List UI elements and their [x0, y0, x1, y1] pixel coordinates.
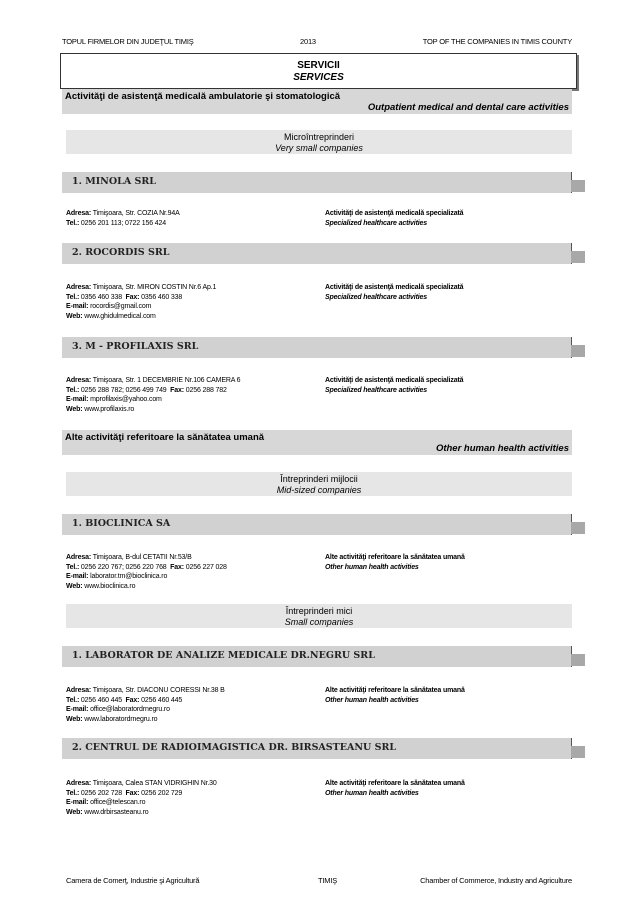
- address-line: Adresa: Timişoara, Str. DIACONU CORESSI Nr.38 B: [66, 687, 225, 694]
- company-name-bar: [62, 337, 572, 358]
- address-line: Adresa: Timişoara, Str. COZIA Nr.94A: [66, 210, 180, 217]
- company-name: 3. M - PROFILAXIS SRL: [72, 341, 199, 352]
- bar-shadow: [571, 654, 585, 666]
- phone-line: Tel.: 0256 288 782; 0256 499 749 Fax: 0256 288 782: [66, 386, 227, 394]
- company-activity: [325, 283, 575, 302]
- web-link[interactable]: www.ghidulmedical.com: [84, 312, 156, 320]
- email-link[interactable]: office@telescan.ro: [90, 799, 146, 807]
- company-size-bar: [66, 130, 572, 154]
- company-name: 2. ROCORDIS SRL: [72, 247, 170, 258]
- phone-line: Tel.: 0256 202 728 Fax: 0256 202 729: [66, 789, 183, 797]
- activity-en: Specialized healthcare activities: [325, 386, 428, 394]
- phone-line: Tel.: 0356 460 338 Fax: 0356 460 338: [66, 293, 183, 301]
- company-name: 1. MINOLA SRL: [72, 176, 156, 187]
- email-line: E-mail: office@telescan.ro: [66, 799, 146, 807]
- header-left: TOPUL FIRMELOR DIN JUDEŢUL TIMIŞ: [62, 37, 194, 46]
- web-line: Web: www.ghidulmedical.com: [66, 312, 156, 320]
- section-title-box: [60, 53, 577, 89]
- size-title-ro: Microîntreprinderi: [283, 132, 355, 142]
- size-title-ro: Întreprinderi mici: [285, 606, 353, 616]
- company-contact: [66, 553, 306, 591]
- web-line: Web: www.bioclinica.ro: [66, 582, 136, 590]
- email-link[interactable]: laborator.tm@bioclinica.ro: [90, 573, 168, 581]
- company-contact: [66, 686, 306, 724]
- size-title-ro: Întreprinderi mijlocii: [280, 474, 358, 484]
- footer-right: Chamber of Commerce, Industry and Agriculture: [420, 876, 572, 885]
- size-title-en: Very small companies: [275, 143, 363, 153]
- company-name: 2. CENTRUL DE RADIOIMAGISTICA DR. BIRSASTEANU SRL: [72, 742, 397, 753]
- page-header: [62, 37, 572, 49]
- email-line: E-mail: office@laboratordrnegru.ro: [66, 706, 170, 714]
- company-activity: [325, 376, 575, 395]
- web-link[interactable]: www.bioclinica.ro: [84, 582, 136, 590]
- company-activity: [325, 779, 575, 798]
- phone-line: Tel.: 0256 460 445 Fax: 0256 460 445: [66, 696, 183, 704]
- email-link[interactable]: rocordis@gmail.com: [90, 303, 152, 311]
- activity-ro: Activităţi de asistenţă medicală specializată: [325, 210, 464, 217]
- company-name: 1. BIOCLINICA SA: [72, 518, 171, 529]
- email-link[interactable]: mprofilaxis@yahoo.com: [90, 396, 162, 404]
- activity-en: Other human health activities: [325, 563, 419, 571]
- email-line: E-mail: laborator.tm@bioclinica.ro: [66, 573, 168, 581]
- company-activity: [325, 209, 575, 228]
- company-activity: [325, 553, 575, 572]
- activity-ro: Alte activităţi referitoare la sănătatea umană: [325, 687, 465, 694]
- header-right: TOP OF THE COMPANIES IN TIMIS COUNTY: [422, 37, 572, 46]
- bar-shadow: [571, 180, 585, 192]
- web-line: Web: www.laboratordrnegru.ro: [66, 715, 158, 723]
- company-name-bar: [62, 514, 572, 535]
- web-line: Web: www.profilaxis.ro: [66, 405, 135, 413]
- company-name-bar: [62, 172, 572, 193]
- company-size-bar: [66, 604, 572, 628]
- company-name-bar: [62, 243, 572, 264]
- activity-en: Specialized healthcare activities: [325, 219, 428, 227]
- bar-shadow: [571, 746, 585, 758]
- company-activity: [325, 686, 575, 705]
- bar-shadow: [571, 345, 585, 357]
- address-line: Adresa: Timişoara, Calea STAN VIDRIGHIN Nr.30: [66, 780, 217, 787]
- phone-line: Tel.: 0256 220 767; 0256 220 768 Fax: 0256 227 028: [66, 563, 227, 571]
- company-name-bar: [62, 646, 572, 667]
- email-line: E-mail: mprofilaxis@yahoo.com: [66, 396, 162, 404]
- phone-line: Tel.: 0256 201 113; 0722 156 424: [66, 219, 167, 227]
- company-contact: [66, 779, 306, 817]
- web-link[interactable]: www.laboratordrnegru.ro: [84, 715, 158, 723]
- header-year: 2013: [300, 37, 316, 46]
- bar-shadow: [571, 522, 585, 534]
- section-title-en: SERVICES: [293, 72, 344, 83]
- activity-ro: Alte activităţi referitoare la sănătatea umană: [325, 780, 465, 787]
- category-title-ro: Alte activităţi referitoare la sănătatea umană: [65, 432, 265, 443]
- category-bar: [62, 89, 572, 114]
- company-contact: [66, 209, 306, 228]
- email-link[interactable]: office@laboratordrnegru.ro: [90, 706, 170, 714]
- activity-ro: Activităţi de asistenţă medicală specializată: [325, 284, 464, 291]
- address-line: Adresa: Timişoara, Str. MIRON COSTIN Nr.6 Ap.1: [66, 284, 217, 291]
- category-title-en: Other human health activities: [435, 443, 569, 454]
- address-line: Adresa: Timişoara, Str. 1 DECEMBRIE Nr.106 CAMERA 6: [66, 377, 241, 384]
- category-title-en: Outpatient medical and dental care activities: [367, 102, 569, 113]
- activity-en: Other human health activities: [325, 789, 419, 797]
- size-title-en: Small companies: [284, 617, 354, 627]
- footer-center: TIMIŞ: [318, 876, 337, 885]
- section-title-ro: SERVICII: [297, 60, 340, 71]
- web-link[interactable]: www.drbirsasteanu.ro: [84, 808, 149, 816]
- bar-shadow: [571, 251, 585, 263]
- size-title-en: Mid-sized companies: [276, 485, 362, 495]
- email-line: E-mail: rocordis@gmail.com: [66, 303, 152, 311]
- category-bar: [62, 430, 572, 455]
- page-footer: [66, 876, 572, 888]
- company-name-bar: [62, 738, 572, 759]
- activity-en: Other human health activities: [325, 696, 419, 704]
- activity-ro: Activităţi de asistenţă medicală specializată: [325, 377, 464, 384]
- footer-left: Camera de Comerţ, Industrie şi Agricultură: [66, 876, 200, 885]
- category-title-ro: Activităţi de asistenţă medicală ambulatorie şi stomatologică: [65, 91, 341, 102]
- company-contact: [66, 376, 306, 414]
- address-line: Adresa: Timişoara, B-dul CETATII Nr.53/B: [66, 554, 192, 561]
- company-name: 1. LABORATOR DE ANALIZE MEDICALE DR.NEGRU SRL: [72, 650, 375, 661]
- company-contact: [66, 283, 306, 321]
- web-line: Web: www.drbirsasteanu.ro: [66, 808, 149, 816]
- company-size-bar: [66, 472, 572, 496]
- activity-en: Specialized healthcare activities: [325, 293, 428, 301]
- web-link[interactable]: www.profilaxis.ro: [84, 405, 135, 413]
- activity-ro: Alte activităţi referitoare la sănătatea umană: [325, 554, 465, 561]
